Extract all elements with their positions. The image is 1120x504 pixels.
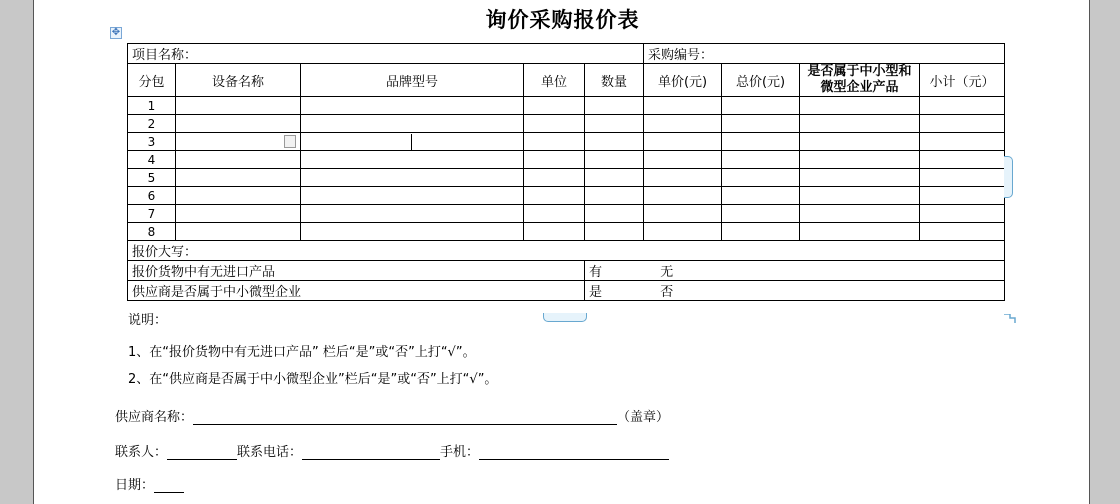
table-cell[interactable] bbox=[644, 151, 722, 169]
table-cell[interactable] bbox=[644, 223, 722, 241]
table-row bbox=[128, 151, 1005, 169]
table-cell[interactable] bbox=[524, 223, 585, 241]
table-cell[interactable] bbox=[301, 205, 524, 223]
phone-label: 联系电话： bbox=[237, 445, 303, 460]
table-move-handle-icon[interactable]: ✥ bbox=[111, 27, 121, 38]
table-cell[interactable] bbox=[524, 187, 585, 205]
table-cell[interactable] bbox=[722, 223, 800, 241]
table-cell[interactable] bbox=[301, 223, 524, 241]
table-cell[interactable] bbox=[524, 97, 585, 115]
table-cell[interactable] bbox=[920, 205, 1005, 223]
sme-no-option[interactable]: 否 bbox=[660, 285, 674, 300]
table-cell[interactable] bbox=[301, 97, 524, 115]
notes-title: 说明： bbox=[128, 313, 168, 328]
col-header-unit-price: 单价(元) bbox=[644, 64, 722, 97]
row-number-cell[interactable]: 3 bbox=[128, 133, 176, 151]
row-number-cell[interactable]: 2 bbox=[128, 115, 176, 133]
col-header-brand-model: 品牌型号 bbox=[301, 64, 524, 97]
table-cell[interactable] bbox=[176, 205, 301, 223]
table-cell[interactable] bbox=[585, 187, 644, 205]
row-number-cell[interactable]: 4 bbox=[128, 151, 176, 169]
table-row bbox=[128, 115, 1005, 133]
row-number-cell[interactable]: 5 bbox=[128, 169, 176, 187]
table-cell[interactable] bbox=[920, 187, 1005, 205]
table-cell[interactable] bbox=[722, 187, 800, 205]
table-header-row bbox=[128, 64, 1005, 97]
table-cell[interactable] bbox=[585, 223, 644, 241]
table-cell[interactable] bbox=[920, 97, 1005, 115]
table-cell[interactable] bbox=[524, 133, 585, 151]
table-cell[interactable] bbox=[920, 115, 1005, 133]
mobile-field[interactable] bbox=[479, 445, 669, 460]
table-cell[interactable] bbox=[644, 133, 722, 151]
form-field-icon[interactable] bbox=[284, 135, 296, 148]
table-row bbox=[128, 169, 1005, 187]
table-cell[interactable] bbox=[524, 169, 585, 187]
table-cell[interactable] bbox=[176, 169, 301, 187]
table-cell[interactable] bbox=[920, 151, 1005, 169]
table-cell[interactable] bbox=[585, 169, 644, 187]
table-cell[interactable] bbox=[301, 133, 524, 151]
table-row bbox=[128, 223, 1005, 241]
table-row bbox=[128, 187, 1005, 205]
row-number-cell[interactable]: 6 bbox=[128, 187, 176, 205]
table-cell[interactable] bbox=[644, 169, 722, 187]
supplier-name-field[interactable] bbox=[193, 410, 617, 425]
supplier-name-line bbox=[115, 406, 669, 425]
note-line-2: 2、在“供应商是否属于中小微型企业”栏后“是”或“否”上打“√”。 bbox=[128, 372, 498, 387]
table-cell[interactable] bbox=[800, 169, 920, 187]
table-row bbox=[128, 133, 1005, 151]
col-header-unit: 单位 bbox=[524, 64, 585, 97]
table-cell[interactable] bbox=[722, 133, 800, 151]
table-cell[interactable] bbox=[800, 187, 920, 205]
document-title: 询价采购报价表 bbox=[485, 8, 640, 32]
imported-yes-option[interactable]: 有 bbox=[589, 265, 603, 280]
table-resize-right-handle[interactable] bbox=[1004, 156, 1013, 198]
table-cell[interactable] bbox=[722, 151, 800, 169]
table-row bbox=[128, 205, 1005, 223]
col-header-package: 分包 bbox=[128, 64, 176, 97]
table-cell[interactable] bbox=[800, 133, 920, 151]
row-number-cell[interactable]: 1 bbox=[128, 97, 176, 115]
table-cell[interactable] bbox=[524, 205, 585, 223]
table-cell[interactable] bbox=[524, 151, 585, 169]
table-cell[interactable] bbox=[176, 151, 301, 169]
table-resize-bottom-handle[interactable] bbox=[543, 313, 587, 322]
table-cell[interactable] bbox=[920, 133, 1005, 151]
table-cell[interactable] bbox=[644, 115, 722, 133]
table-cell[interactable] bbox=[644, 205, 722, 223]
table-cell[interactable] bbox=[301, 151, 524, 169]
supplier-name-label: 供应商名称： bbox=[115, 410, 194, 425]
table-cell[interactable] bbox=[722, 97, 800, 115]
date-field[interactable] bbox=[154, 478, 184, 493]
table-cell[interactable] bbox=[800, 151, 920, 169]
table-cell[interactable] bbox=[176, 97, 301, 115]
table-cell[interactable] bbox=[585, 151, 644, 169]
table-resize-corner-icon[interactable] bbox=[1004, 314, 1016, 324]
phone-field[interactable] bbox=[302, 445, 440, 460]
row-number-cell[interactable]: 8 bbox=[128, 223, 176, 241]
imported-label-cell: 报价货物中有无进口产品 bbox=[128, 261, 585, 281]
purchase-no-cell[interactable]: 采购编号： bbox=[644, 44, 1005, 64]
table-cell[interactable] bbox=[585, 205, 644, 223]
col-header-quantity: 数量 bbox=[585, 64, 644, 97]
table-cell[interactable] bbox=[585, 133, 644, 151]
table-cell[interactable] bbox=[585, 115, 644, 133]
table-cell[interactable] bbox=[644, 187, 722, 205]
date-line bbox=[115, 474, 184, 493]
table-cell[interactable] bbox=[585, 97, 644, 115]
table-cell[interactable] bbox=[800, 205, 920, 223]
row-number-cell[interactable]: 7 bbox=[128, 205, 176, 223]
table-cell[interactable] bbox=[800, 97, 920, 115]
date-label: 日期： bbox=[115, 478, 155, 493]
project-name-cell[interactable]: 项目名称： bbox=[128, 44, 644, 64]
table-cell[interactable] bbox=[301, 115, 524, 133]
text-cursor bbox=[411, 134, 412, 150]
quote-table bbox=[127, 43, 1005, 301]
table-cell[interactable] bbox=[644, 97, 722, 115]
table-cell[interactable] bbox=[176, 115, 301, 133]
table-cell[interactable] bbox=[301, 187, 524, 205]
table-cell[interactable] bbox=[722, 205, 800, 223]
sme-label-cell: 供应商是否属于中小微型企业 bbox=[128, 281, 585, 301]
table-cell[interactable] bbox=[920, 223, 1005, 241]
mobile-label: 手机： bbox=[440, 445, 480, 460]
table-cell[interactable] bbox=[722, 169, 800, 187]
sme-yes-option[interactable]: 是 bbox=[589, 285, 603, 300]
table-cell[interactable] bbox=[800, 223, 920, 241]
table-cell[interactable] bbox=[301, 169, 524, 187]
quote-uppercase-cell[interactable]: 报价大写： bbox=[128, 241, 1005, 261]
sme-choice-cell[interactable] bbox=[585, 281, 1005, 301]
table-row bbox=[128, 97, 1005, 115]
table-cell[interactable] bbox=[524, 115, 585, 133]
seal-label: （盖章） bbox=[617, 410, 670, 425]
col-header-equipment-name: 设备名称 bbox=[176, 64, 301, 97]
note-line-1: 1、在“报价货物中有无进口产品” 栏后“是”或“否”上打“√”。 bbox=[128, 345, 476, 360]
contact-label: 联系人： bbox=[115, 445, 168, 460]
imported-no-option[interactable]: 无 bbox=[660, 265, 674, 280]
table-cell[interactable] bbox=[176, 223, 301, 241]
table-cell[interactable] bbox=[800, 115, 920, 133]
imported-choice-cell[interactable] bbox=[585, 261, 1005, 281]
table-cell[interactable] bbox=[722, 115, 800, 133]
table-cell[interactable] bbox=[920, 169, 1005, 187]
table-cell[interactable] bbox=[176, 133, 301, 151]
col-header-total-price: 总价(元) bbox=[722, 64, 800, 97]
col-header-subtotal: 小计（元） bbox=[920, 64, 1005, 97]
table-cell[interactable] bbox=[176, 187, 301, 205]
col-header-sme-product: 是否属于中小型和微型企业产品 bbox=[800, 64, 920, 97]
contact-line bbox=[115, 441, 669, 460]
contact-field[interactable] bbox=[167, 445, 237, 460]
